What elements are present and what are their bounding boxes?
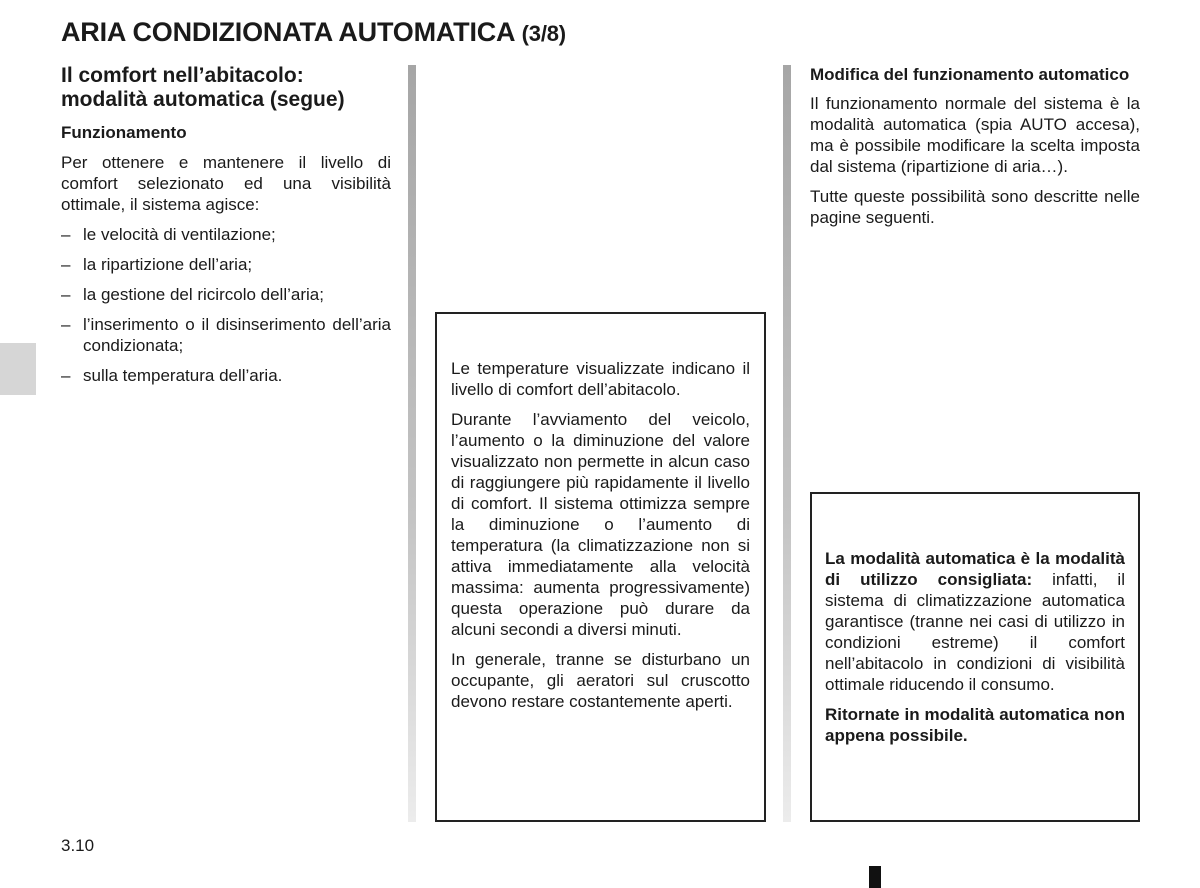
section-title — [61, 64, 391, 112]
list-item: – la gestione del ricircolo dell’aria; — [61, 284, 391, 305]
list-item: – le velocità di ventilazione; — [61, 224, 391, 245]
page-title-text: ARIA CONDIZIONATA AUTOMATICA — [61, 17, 515, 47]
section-title-line-2: modalità automatica (segue) — [61, 88, 345, 111]
page-edge-marker — [869, 866, 881, 888]
list-item: – sulla temperatura dell’aria. — [61, 365, 391, 386]
body-paragraph: Il funzionamento normale del sistema è la modalità automatica (spia AUTO accesa), ma è possibile modificare la scelta imposta dal sistema (ripartizione di aria…). — [810, 94, 1140, 176]
recommendation-paragraph — [825, 548, 1125, 695]
recommendation-lead: La modalità automatica è la modalità di utilizzo consigliata: — [825, 549, 1125, 589]
note-paragraph: Le temperature visualizzate indicano il livello di comfort dell’abitacolo. — [451, 359, 750, 399]
recommendation-text: infatti, il sistema di climatizzazione automatica garantisce (tranne nei casi di utilizzo in condizioni estreme) il comfort nell’abitacolo in condizioni di visibilità ottimale riducendo il consumo. — [825, 570, 1125, 694]
right-column — [810, 64, 1140, 237]
intro-paragraph: Per ottenere e mantenere il livello di comfort selezionato ed una visibilità ottimale, il sistema agisce: — [61, 153, 391, 214]
page-number: 3.10 — [61, 836, 95, 855]
column-divider-bar — [783, 65, 791, 822]
subheading-funzionamento: Funzionamento — [61, 123, 187, 142]
page-title — [61, 17, 566, 48]
note-paragraph: In generale, tranne se disturbano un occupante, gli aeratori sul cruscotto devono restare costantemente aperti. — [451, 650, 750, 711]
recommendation-closing: Ritornate in modalità automatica non appena possibile. — [825, 705, 1125, 745]
page-part-indicator: (3/8) — [521, 21, 566, 46]
actions-list — [61, 224, 391, 386]
section-title-line-1: Il comfort nell’abitacolo: — [61, 64, 304, 87]
left-column — [61, 64, 391, 395]
chapter-tab — [0, 343, 36, 395]
body-paragraph: Tutte queste possibilità sono descritte nelle pagine seguenti. — [810, 187, 1140, 227]
list-item: – l’inserimento o il disinserimento dell’aria condizionata; — [61, 314, 391, 356]
list-item: – la ripartizione dell’aria; — [61, 254, 391, 275]
temperature-note-box — [435, 312, 766, 822]
recommendation-box — [810, 492, 1140, 822]
subheading-modifica: Modifica del funzionamento automatico — [810, 65, 1130, 84]
column-divider-bar — [408, 65, 416, 822]
note-paragraph: Durante l’avviamento del veicolo, l’aumento o la diminuzione del valore visualizzato non permette in alcun caso di raggiungere più rapidamente il livello di comfort. Il sistema ottimizza sempre la diminuzione o l’aumento di temperatura (la climatizzazione non si attiva immediatamente alla velocità massima: aumenta progressivamente) questa operazione può durare da alcuni secondi a diversi minuti. — [451, 410, 750, 639]
